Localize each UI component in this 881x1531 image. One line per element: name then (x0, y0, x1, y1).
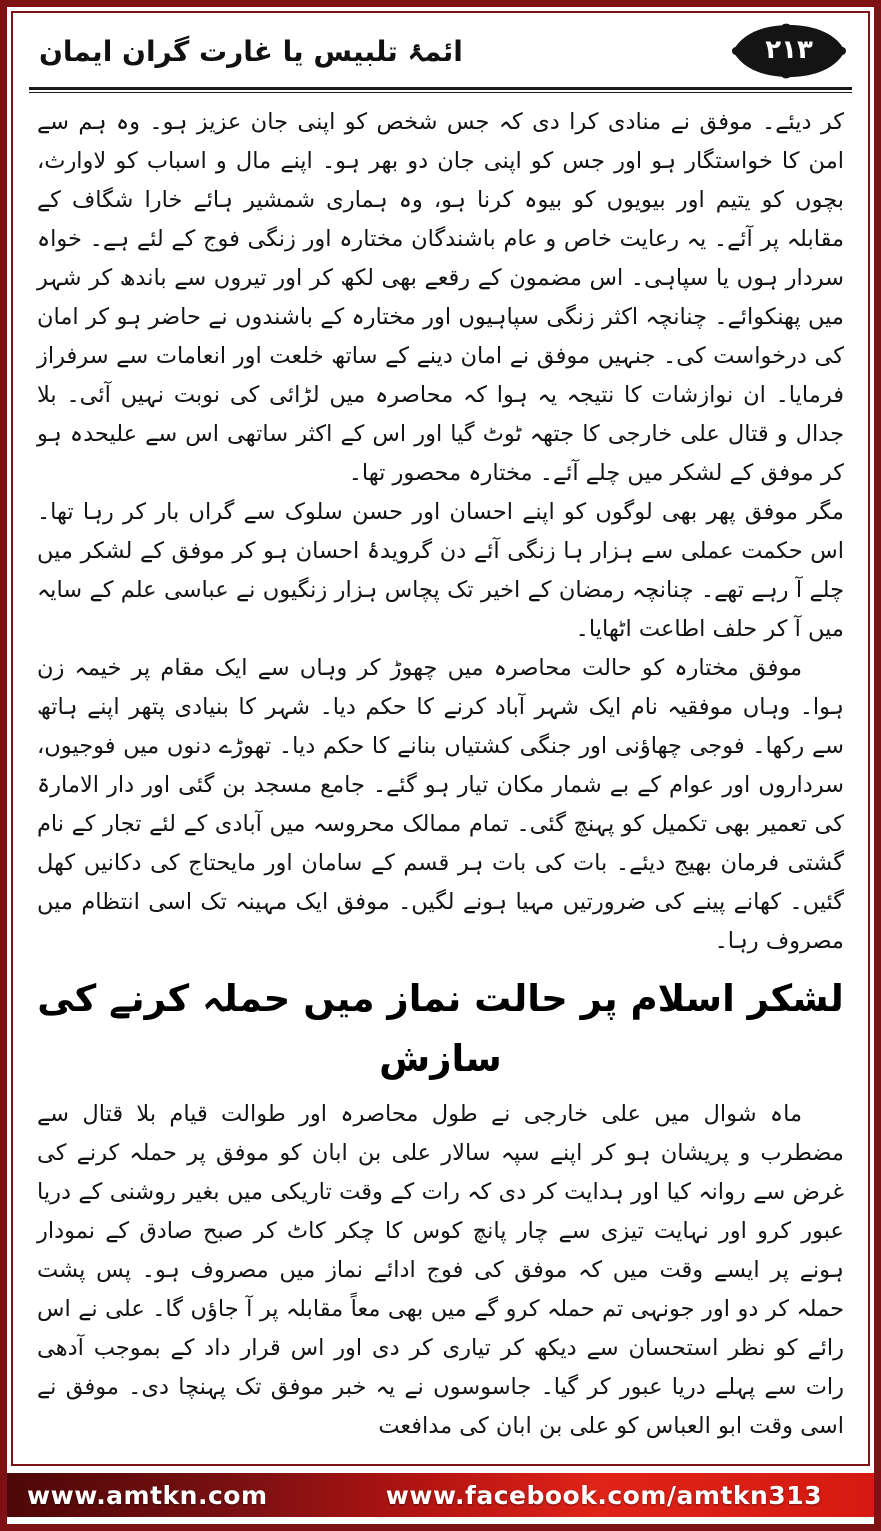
paragraph-continued: کر دیئے۔ موفق نے منادی کرا دی کہ جس شخص کو اپنی جان عزیز ہو۔ وہ ہم سے امن کا خواستگار ہو اور جس کو اپنی جان دو بھر ہو۔ اپنے مال و اسباب کو لاوارث، بچوں کو یتیم اور بیویوں کو بیوہ کرنا ہو، وہ ہماری شمشیر ہائے خارا شگاف کے مقابلہ پر آئے۔ یہ رعایت خاص و عام باشندگان مختارہ اور زنگی فوج کے لئے ہے۔ خواہ سردار ہوں یا سپاہی۔ اس مضمون کے رقعے بھی لکھ کر اور تیروں سے باندھ کر شہر میں پھنکوائے۔ چنانچہ اکثر زنگی سپاہیوں اور مختارہ کے باشندوں نے حاضر ہو کر امان کی درخواست کی۔ جنہیں موفق نے امان دینے کے ساتھ خلعت اور انعامات سے سرفراز فرمایا۔ ان نوازشات کا نتیجہ یہ ہوا کہ محاصرہ میں لڑائی کی نوبت نہیں آئی۔ بلا جدال و قتال علی خارجی کا جتھہ ٹوٹ گیا اور اس کے اکثر ساتھی اس سے علیحدہ ہو کر موفق کے لشکر میں چلے آئے۔ مختارہ محصور تھا۔ (37, 109, 844, 486)
page-header (7, 7, 874, 85)
book-title: ائمۂ تلبیس یا غارت گران ایمان (39, 34, 463, 68)
paragraph: ماہ شوال میں علی خارجی نے طول محاصرہ اور طوالت قیام بلا قتال سے مضطرب و پریشان ہو کر اپنے سپہ سالار علی بن ابان کو موفق پر حملہ کرنے کی غرض سے روانہ کیا اور ہدایت کر دی کہ رات کے وقت تاریکی میں بغیر روشنی کے دریا عبور کرو اور نہایت تیزی سے چار پانچ کوس کا چکر کاٹ کر صبح صادق کے نمودار ہونے پر ایسے وقت میں کہ موفق کی فوج ادائے نماز میں مصروف ہو۔ پس پشت حملہ کر دو اور جونہی تم حملہ کرو گے میں بھی معاً مقابلہ پر آ جاؤں گا۔ علی نے اس رائے کو نظر استحسان سے دیکھ کر تیاری کر دی اور اس قرار داد کے بموجب آدھی رات سے پہلے دریا عبور کر گیا۔ جاسوسوں نے یہ خبر موفق تک پہنچا دی۔ موفق نے اسی وقت ابو العباس کو علی بن ابان کی مدافعت (37, 1101, 844, 1439)
page-body (7, 93, 874, 1446)
footer-bar (7, 1473, 874, 1517)
footer-website-url: www.amtkn.com (27, 1480, 268, 1510)
paragraph: موفق مختارہ کو حالت محاصرہ میں چھوڑ کر وہاں سے ایک مقام پر خیمہ زن ہوا۔ وہاں موفقیہ نام ایک شہر آباد کرنے کا حکم دیا۔ شہر کا بنیادی پتھر اپنے ہاتھ سے رکھا۔ فوجی چھاؤنی اور جنگی کشتیاں بنانے کا حکم دیا۔ تھوڑے دنوں میں فوجیوں، سرداروں اور عوام کے بے شمار مکان تیار ہو گئے۔ جامع مسجد بن گئی اور دار الامارۃ کی تعمیر بھی تکمیل کو پہنچ گئی۔ تمام ممالک محروسہ میں آبادی کے لئے تجار کے نام گشتی فرمان بھیج دیئے۔ بات کی بات ہر قسم کے سامان اور مایحتاج کی دکانیں کھل گئیں۔ کھانے پینے کی ضرورتیں مہیا ہونے لگیں۔ موفق ایک مہینہ تک اسی انتظام میں مصروف رہا۔ (37, 655, 844, 954)
paragraph: مگر موفق پھر بھی لوگوں کو اپنے احسان اور حسن سلوک سے گراں بار کر رہا تھا۔ اس حکمت عملی سے ہزار ہا زنگی آئے دن گرویدۂ احسان ہو کر موفق کے لشکر میں چلے آ رہے تھے۔ چنانچہ رمضان کے اخیر تک پچاس ہزار زنگیوں نے عباسی علم کے سایہ میں آ کر حلف اطاعت اٹھایا۔ (37, 499, 844, 642)
page-number-badge (730, 22, 848, 80)
page-number: ٢١٣ (765, 35, 813, 65)
footer-facebook-url: www.facebook.com/amtkn313 (385, 1480, 822, 1510)
section-heading: لشکر اسلام پر حالت نماز میں حملہ کرنے کی سازش (37, 977, 844, 1080)
